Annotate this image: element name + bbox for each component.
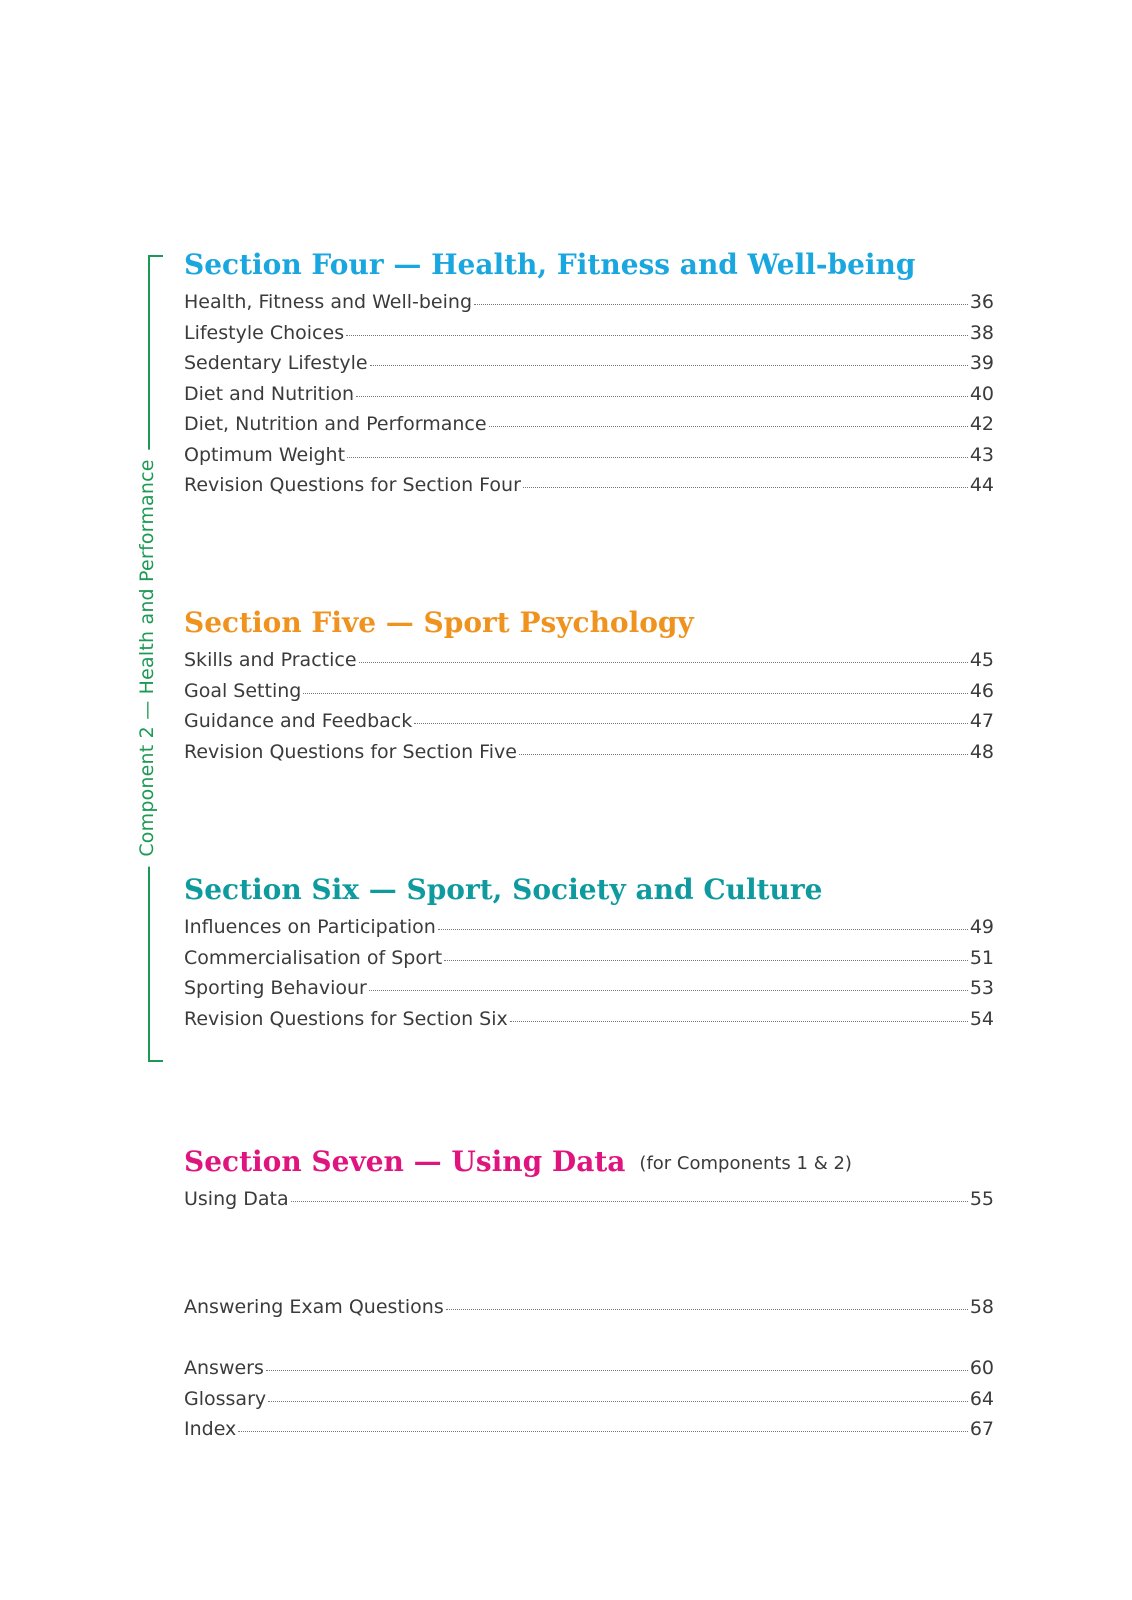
toc-entry-label: Revision Questions for Section Four (184, 474, 521, 496)
dot-leader (519, 754, 968, 755)
toc-entry[interactable] (184, 1357, 994, 1388)
toc-entry-page: 60 (969, 1357, 994, 1379)
toc-entry[interactable] (184, 383, 994, 414)
toc-entry[interactable] (184, 1188, 994, 1219)
toc-entry-label: Goal Setting (184, 679, 302, 702)
toc-entry-page: 58 (969, 1296, 994, 1318)
toc-entry-label: Commercialisation of Sport (184, 946, 443, 969)
back-matter-list (184, 1357, 994, 1449)
dot-leader (446, 1309, 968, 1310)
dot-leader (370, 365, 968, 366)
toc-entry-page: 42 (969, 413, 994, 435)
section-seven (184, 1144, 994, 1219)
toc-entry-label: Diet and Nutrition (184, 382, 355, 405)
section-five-list (184, 649, 994, 771)
toc-entry[interactable] (184, 444, 994, 475)
section-five (184, 605, 994, 771)
dot-leader (238, 1431, 968, 1432)
dot-leader (359, 662, 968, 663)
toc-entry-label: Sedentary Lifestyle (184, 352, 368, 374)
section-six-title: Section Six — Sport, Society and Culture (184, 873, 823, 906)
toc-entry-page: 53 (969, 977, 994, 999)
dot-leader (347, 457, 968, 458)
toc-entry-page: 54 (969, 1007, 994, 1030)
section-four-title: Section Four — Health, Fitness and Well-being (184, 248, 916, 281)
toc-entry[interactable] (184, 1296, 994, 1327)
toc-entry[interactable] (184, 291, 994, 322)
dot-leader (291, 1201, 968, 1202)
section-seven-list (184, 1188, 994, 1219)
toc-entry-label: Diet, Nutrition and Performance (184, 413, 487, 435)
dot-leader (414, 723, 968, 724)
toc-entry[interactable] (184, 352, 994, 383)
toc-entry[interactable] (184, 1418, 994, 1449)
toc-entry[interactable] (184, 413, 994, 444)
toc-entry-page: 38 (969, 321, 994, 344)
toc-entry[interactable] (184, 322, 994, 353)
toc-entry-label: Using Data (184, 1188, 289, 1210)
section-five-title: Section Five — Sport Psychology (184, 606, 694, 639)
dot-leader (523, 487, 968, 488)
toc-entry[interactable] (184, 947, 994, 978)
toc-entry-page: 43 (969, 443, 994, 466)
toc-entry[interactable] (184, 710, 994, 741)
toc-entry-label: Answers (184, 1357, 264, 1379)
toc-entry[interactable] (184, 916, 994, 947)
toc-entry[interactable] (184, 977, 994, 1008)
dot-leader (268, 1401, 968, 1402)
section-six-list (184, 916, 994, 1038)
exam-questions-list (184, 1296, 994, 1327)
dot-leader (346, 335, 968, 336)
toc-entry-page: 39 (969, 352, 994, 374)
toc-entry[interactable] (184, 680, 994, 711)
dot-leader (510, 1021, 968, 1022)
toc-entry-label: Influences on Participation (184, 916, 436, 938)
toc-entry-page: 48 (969, 740, 994, 763)
section-six (184, 872, 994, 1038)
toc-entry-page: 47 (969, 710, 994, 732)
toc-entry-page: 51 (969, 946, 994, 969)
toc-entry-page: 45 (969, 649, 994, 671)
toc-entry-label: Glossary (184, 1387, 267, 1410)
dot-leader (303, 693, 967, 694)
toc-entry-label: Revision Questions for Section Five (184, 740, 517, 763)
dot-leader (266, 1370, 968, 1371)
toc-entry-label: Optimum Weight (184, 443, 346, 466)
dot-leader (444, 960, 968, 961)
toc-entry-page: 64 (969, 1387, 994, 1410)
toc-entry-label: Index (184, 1418, 237, 1440)
dot-leader (438, 929, 968, 930)
toc-entry-label: Health, Fitness and Well-being (184, 291, 473, 313)
toc-entry[interactable] (184, 1388, 994, 1419)
dot-leader (474, 304, 968, 305)
component-label: Component 2 — Health and Performance (136, 449, 158, 866)
toc-entry-label: Answering Exam Questions (184, 1296, 444, 1318)
toc-entry-page: 55 (969, 1188, 994, 1210)
toc-entry[interactable] (184, 741, 994, 772)
toc-entry-page: 49 (969, 916, 994, 938)
toc-entry-label: Skills and Practice (184, 649, 357, 671)
toc-entry-label: Revision Questions for Section Six (184, 1007, 508, 1030)
back-matter-block (184, 1357, 994, 1449)
section-four (184, 247, 994, 505)
toc-entry[interactable] (184, 474, 994, 505)
dot-leader (356, 396, 968, 397)
dot-leader (369, 990, 968, 991)
toc-entry-page: 67 (969, 1418, 994, 1440)
toc-entry-page: 44 (969, 474, 994, 496)
toc-entry-page: 46 (969, 679, 994, 702)
toc-entry[interactable] (184, 649, 994, 680)
toc-entry-page: 36 (969, 291, 994, 313)
toc-entry-label: Sporting Behaviour (184, 977, 367, 999)
section-four-list (184, 291, 994, 505)
section-seven-title: Section Seven — Using Data (184, 1145, 626, 1178)
toc-entry-label: Guidance and Feedback (184, 710, 413, 732)
section-seven-title-row (184, 1144, 994, 1182)
dot-leader (489, 426, 968, 427)
toc-entry-page: 40 (969, 382, 994, 405)
exam-questions-block (184, 1296, 994, 1327)
toc-entry-label: Lifestyle Choices (184, 321, 345, 344)
section-seven-note: (for Components 1 & 2) (639, 1153, 852, 1174)
toc-entry[interactable] (184, 1008, 994, 1039)
